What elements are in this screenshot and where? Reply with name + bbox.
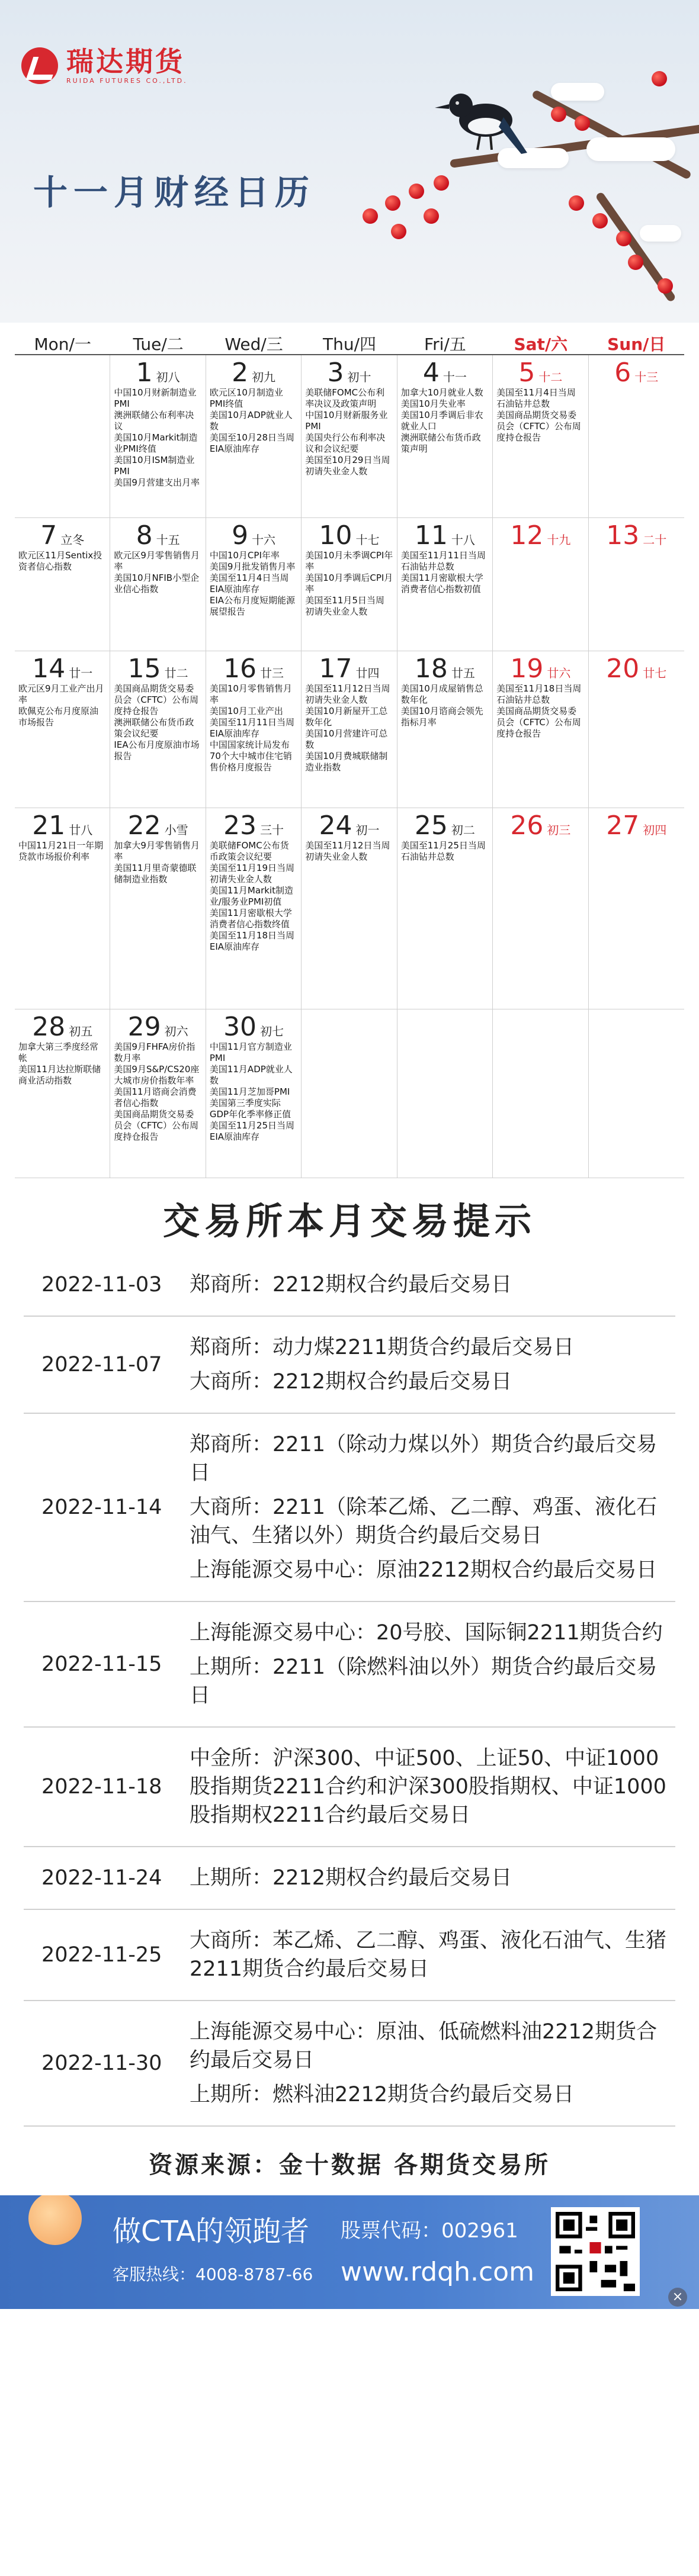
logo-name: 瑞达期货 xyxy=(66,46,185,78)
day-number: 11 xyxy=(414,520,448,551)
day-number: 2 xyxy=(232,358,249,388)
calendar-event: 美国商品期货交易委员会（CFTC）公布周度持仓报告 xyxy=(496,410,581,443)
lunar-date: 廿七 xyxy=(643,666,667,680)
tip-date: 2022-11-07 xyxy=(41,1353,162,1377)
tip-date: 2022-11-14 xyxy=(41,1496,162,1519)
calendar-day xyxy=(110,808,206,1009)
calendar-day xyxy=(589,355,684,518)
tip-date: 2022-11-30 xyxy=(41,2051,162,2075)
calendar-grid xyxy=(15,355,684,1178)
day-number: 9 xyxy=(232,520,249,551)
calendar-day xyxy=(589,1009,684,1178)
calendar-event: 美国至11月4日当周EIA原油库存 xyxy=(209,573,289,594)
calendar-event: 加拿大10月就业人数 xyxy=(400,387,483,398)
day-number: 16 xyxy=(223,654,257,684)
tip-row xyxy=(24,1414,675,1602)
day-number: 10 xyxy=(319,520,352,551)
lunar-date: 十五 xyxy=(156,533,180,547)
tip-item: 大商所：苯乙烯、乙二醇、鸡蛋、液化石油气、生猪2211期货合约最后交易日 xyxy=(190,1929,667,1981)
calendar-event: 美联储FOMC公布利率决议及政策声明 xyxy=(305,387,385,409)
lunar-date: 初一 xyxy=(355,823,380,837)
berry-decoration xyxy=(616,231,631,246)
website-link[interactable]: www.rdqh.com xyxy=(341,2257,534,2287)
calendar-day xyxy=(110,651,206,808)
calendar-day xyxy=(15,1009,110,1178)
trading-tips-list xyxy=(24,1254,675,2127)
calendar-event: EIA公布月度短期能源展望报告 xyxy=(209,595,296,617)
lunar-date: 三十 xyxy=(260,823,284,837)
lunar-date: 十九 xyxy=(547,533,571,547)
calendar-event: 美国11月密歇根大学消费者信心指数终值 xyxy=(209,908,292,930)
calendar-event: 美联储FOMC公布货币政策会议纪要 xyxy=(209,840,289,862)
calendar-event: 美国9月S&P/CS20座大城市房价指数年率 xyxy=(114,1064,200,1086)
qr-code[interactable] xyxy=(551,2207,640,2296)
calendar-day xyxy=(110,518,206,651)
calendar-event: 美国至11月4日当周石油钻井总数 xyxy=(496,387,576,409)
calendar-event: 美国至11月18日当周石油钻井总数 xyxy=(496,683,582,705)
calendar-day xyxy=(589,651,684,808)
berry-decoration xyxy=(385,195,400,211)
berry-decoration xyxy=(551,107,566,122)
calendar-event: 中国10月财新制造业PMI xyxy=(114,387,197,409)
calendar-event: 中国国家统计局发布70个大中城市住宅销售价格月度报告 xyxy=(209,739,292,773)
lunar-date: 立冬 xyxy=(60,533,85,547)
tip-date: 2022-11-18 xyxy=(41,1775,162,1799)
day-number: 17 xyxy=(319,654,352,684)
tip-row xyxy=(24,1847,675,1910)
calendar-event: 美国至11月11日当周EIA原油库存 xyxy=(209,717,295,739)
berry-decoration xyxy=(628,255,643,270)
tip-item: 上期所：燃料油2212期货合约最后交易日 xyxy=(190,2083,575,2107)
calendar-event: IEA公布月度原油市场报告 xyxy=(114,739,200,761)
calendar-day xyxy=(493,355,588,518)
tip-item: 上海能源交易中心：20号胶、国际铜2211期货合约 xyxy=(190,1621,663,1645)
tip-item: 大商所：2212期权合约最后交易日 xyxy=(190,1370,512,1394)
tip-item: 上期所：2211（除燃料油以外）期货合约最后交易日 xyxy=(190,1655,658,1707)
berry-decoration xyxy=(652,71,667,86)
calendar-day xyxy=(493,1009,588,1178)
calendar-day xyxy=(206,651,302,808)
calendar-event: 美国至11月12日当周初请失业金人数 xyxy=(305,683,390,705)
lunar-date: 十八 xyxy=(451,533,475,547)
snow-decoration xyxy=(551,83,604,101)
lunar-date: 初四 xyxy=(643,823,667,837)
calendar-event: 美国第三季度实际GDP年化季率修正值 xyxy=(209,1098,291,1120)
tip-date: 2022-11-24 xyxy=(41,1866,162,1890)
data-source: 资源来源：金十数据 各期货交易所 xyxy=(149,2152,550,2179)
calendar-event: 美国10月未季调CPI年率 xyxy=(305,550,393,572)
day-number: 27 xyxy=(606,811,640,841)
calendar-day xyxy=(397,1009,493,1178)
calendar-event: 美国至11月25日当周EIA原油库存 xyxy=(209,1120,295,1142)
calendar-day xyxy=(110,1009,206,1178)
calendar-event: 美国11月芝加哥PMI xyxy=(209,1086,290,1097)
calendar-day xyxy=(110,355,206,518)
lunar-date: 十二 xyxy=(538,370,563,384)
berry-decoration xyxy=(592,213,608,229)
calendar-event: 美国商品期货交易委员会（CFTC）公布周度持仓报告 xyxy=(496,706,581,739)
berry-decoration xyxy=(434,175,449,191)
day-number: 12 xyxy=(510,520,544,551)
calendar-event: 美国11月Markit制造业/服务业PMI初值 xyxy=(209,885,293,907)
calendar-event: 中国10月财新服务业PMI xyxy=(305,410,388,432)
calendar-event: 美国至11月25日当周石油钻井总数 xyxy=(400,840,486,862)
day-number: 26 xyxy=(510,811,544,841)
calendar-day xyxy=(397,518,493,651)
calendar-day xyxy=(302,518,397,651)
day-number: 13 xyxy=(606,520,640,551)
ruida-logo-icon xyxy=(21,47,58,84)
calendar-event: 美国商品期货交易委员会（CFTC）公布周度持仓报告 xyxy=(114,1109,199,1142)
calendar-event: 美国至11月19日当周初请失业金人数 xyxy=(209,863,295,885)
day-number: 8 xyxy=(136,520,153,551)
weekday-label: Sun/日 xyxy=(607,335,666,354)
berry-decoration xyxy=(569,195,584,211)
lunar-date: 初十 xyxy=(347,370,371,384)
calendar-event: 美国至11月11日当周石油钻井总数 xyxy=(400,550,486,572)
calendar-event: 美国10月工业产出 xyxy=(209,706,283,716)
calendar-event: 美国商品期货交易委员会（CFTC）公布周度持仓报告 xyxy=(114,683,199,716)
day-number: 7 xyxy=(40,520,57,551)
lunar-date: 初七 xyxy=(260,1024,284,1038)
calendar-event: 美国10月Markit制造业PMI终值 xyxy=(114,432,198,454)
calendar-event: 欧元区9月工业产出月率 xyxy=(18,683,104,705)
berry-decoration xyxy=(391,224,406,239)
berry-decoration xyxy=(658,278,673,294)
page-title: 十一月财经日历 xyxy=(33,172,316,213)
tips-title: 交易所本月交易提示 xyxy=(162,1199,536,1243)
calendar-day xyxy=(15,651,110,808)
calendar-event: 美国10月ADP就业人数 xyxy=(209,410,293,432)
close-button[interactable]: × xyxy=(668,2288,687,2307)
calendar-event: 欧元区10月制造业PMI终值 xyxy=(209,387,283,409)
lunar-date: 廿五 xyxy=(451,666,475,680)
weekday-label: Fri/五 xyxy=(424,335,466,354)
calendar-day xyxy=(493,651,588,808)
calendar-event: 中国10月CPI年率 xyxy=(209,550,280,561)
lunar-date: 十六 xyxy=(252,533,276,547)
calendar-event: 中国11月21日一年期贷款市场报价利率 xyxy=(18,840,104,862)
stock-code: 股票代码：002961 xyxy=(341,2219,518,2243)
calendar-day xyxy=(15,355,110,518)
lunar-date: 初九 xyxy=(252,370,276,384)
calendar-event: 美国11月谘商会消费者信心指数 xyxy=(114,1086,197,1108)
day-number: 18 xyxy=(414,654,448,684)
calendar-day xyxy=(206,355,302,518)
weekday-label: Thu/四 xyxy=(322,335,376,354)
tip-item: 郑商所：动力煤2211期货合约最后交易日 xyxy=(190,1336,575,1359)
tip-date: 2022-11-15 xyxy=(41,1652,162,1676)
calendar-event: 美国10月NFIB小型企业信心指数 xyxy=(114,573,200,594)
lunar-date: 廿四 xyxy=(355,666,380,680)
weekday-label: Wed/三 xyxy=(225,335,283,354)
calendar-day xyxy=(302,808,397,1009)
berry-decoration xyxy=(363,208,378,224)
lunar-date: 廿八 xyxy=(69,823,93,837)
berry-decoration xyxy=(424,208,439,224)
company-logo xyxy=(21,46,188,85)
day-number: 30 xyxy=(223,1012,257,1042)
calendar-day xyxy=(206,518,302,651)
weekday-label: Tue/二 xyxy=(133,335,184,354)
day-number: 25 xyxy=(414,811,448,841)
lunar-date: 初二 xyxy=(451,823,475,837)
tip-row xyxy=(24,1910,675,2001)
calendar-event: 美国10月新屋开工总数年化 xyxy=(305,706,388,728)
calendar-event: 美国11月ADP就业人数 xyxy=(209,1064,293,1086)
weekday-label: Mon/一 xyxy=(34,335,91,354)
tip-item: 上海能源交易中心：原油2212期权合约最后交易日 xyxy=(190,1558,658,1582)
day-number: 6 xyxy=(614,358,631,388)
calendar-day xyxy=(493,808,588,1009)
day-number: 1 xyxy=(136,358,153,388)
snow-decoration xyxy=(586,137,675,161)
calendar-event: 美国11月达拉斯联储商业活动指数 xyxy=(18,1064,101,1086)
calendar-day xyxy=(589,518,684,651)
tip-row xyxy=(24,1254,675,1317)
lunar-date: 十三 xyxy=(634,370,659,384)
calendar-event: 欧元区11月Sentix投资者信心指数 xyxy=(18,550,102,572)
lunar-date: 初三 xyxy=(547,823,571,837)
calendar-event: 美国9月批发销售月率 xyxy=(209,561,296,572)
header-banner xyxy=(0,0,699,323)
calendar-day xyxy=(397,808,493,1009)
tip-item: 上海能源交易中心：原油、低硫燃料油2212期货合约最后交易日 xyxy=(190,2020,658,2072)
calendar-event: 美国至11月18日当周EIA原油库存 xyxy=(209,930,295,952)
tip-date: 2022-11-25 xyxy=(41,1943,162,1967)
calendar-day xyxy=(15,518,110,651)
day-number: 19 xyxy=(510,654,544,684)
lunar-date: 廿三 xyxy=(260,666,284,680)
snow-decoration xyxy=(640,225,681,242)
berry-decoration xyxy=(575,115,590,131)
lunar-date: 廿六 xyxy=(547,666,571,680)
tip-item: 郑商所：2211（除动力煤以外）期货合约最后交易日 xyxy=(190,1433,658,1485)
calendar-event: 欧元区9月零售销售月率 xyxy=(114,550,200,572)
tip-item: 上期所：2212期权合约最后交易日 xyxy=(190,1866,512,1890)
calendar-event: 美国10月季调后非农就业人口 xyxy=(400,410,483,432)
day-number: 3 xyxy=(327,358,344,388)
day-number: 4 xyxy=(422,358,440,388)
calendar-event: 加拿大9月零售销售月率 xyxy=(114,840,200,862)
lunar-date: 二十 xyxy=(643,533,667,547)
calendar-event: 美国10月谘商会领先指标月率 xyxy=(400,706,483,728)
day-number: 20 xyxy=(606,654,640,684)
calendar-event: 澳洲联储公布货币政策声明 xyxy=(400,432,481,454)
calendar-event: 美国10月营建许可总数 xyxy=(305,728,388,750)
slogan: 做CTA的领跑者 xyxy=(113,2215,309,2248)
logo-english: RUIDA FUTURES CO.,LTD. xyxy=(66,77,188,85)
calendar-day xyxy=(302,355,397,518)
sun-decoration xyxy=(28,2195,82,2245)
lunar-date: 初八 xyxy=(156,370,180,384)
calendar-event: 美国10月ISM制造业PMI xyxy=(114,455,195,477)
calendar-event: 加拿大第三季度经常帐 xyxy=(18,1041,99,1063)
tip-date: 2022-11-03 xyxy=(41,1273,162,1297)
day-number: 21 xyxy=(32,811,66,841)
tip-row xyxy=(24,2001,675,2127)
day-number: 14 xyxy=(32,654,66,684)
day-number: 28 xyxy=(32,1012,66,1042)
calendar-event: 欧佩克公布月度原油市场报告 xyxy=(18,706,99,728)
calendar-day xyxy=(15,808,110,1009)
calendar-event: 中国11月官方制造业PMI xyxy=(209,1041,292,1063)
lunar-date: 廿二 xyxy=(164,666,188,680)
calendar-event: 美国11月里奇蒙德联储制造业指数 xyxy=(114,863,197,885)
calendar-event: 美国11月密歇根大学消费者信心指数初值 xyxy=(400,573,483,594)
calendar-event: 美国10月失业率 xyxy=(400,398,466,409)
tip-row xyxy=(24,1728,675,1847)
tip-item: 中金所：沪深300、中证500、上证50、中证1000股指期货2211合约和沪深300股指期权、中证1000股指期权2211合约最后交易日 xyxy=(190,1747,666,1827)
calendar-day xyxy=(302,1009,397,1178)
calendar-event: 美国至11月12日当周初请失业金人数 xyxy=(305,840,390,862)
calendar-event: 美国10月季调后CPI月率 xyxy=(305,573,393,594)
calendar-event: 美国10月成屋销售总数年化 xyxy=(400,683,483,705)
weekday-label: Sat/六 xyxy=(514,335,568,354)
lunar-date: 十七 xyxy=(355,533,380,547)
lunar-date: 十一 xyxy=(443,370,467,384)
calendar-event: 澳洲联储公布利率决议 xyxy=(114,410,194,432)
tip-row xyxy=(24,1602,675,1728)
lunar-date: 廿一 xyxy=(69,666,93,680)
calendar-event: 美国央行公布利率决议和会议纪要 xyxy=(305,432,386,454)
magpie-icon xyxy=(427,70,527,159)
calendar-event: 美国至11月5日当周初请失业金人数 xyxy=(305,595,384,617)
calendar-weekday-header xyxy=(15,332,684,355)
hotline: 客服热线：4008-8787-66 xyxy=(113,2265,313,2284)
day-number: 22 xyxy=(127,811,161,841)
calendar-day xyxy=(206,1009,302,1178)
day-number: 24 xyxy=(319,811,352,841)
day-number: 5 xyxy=(518,358,536,388)
lunar-date: 初六 xyxy=(164,1024,188,1038)
calendar-day xyxy=(397,651,493,808)
qr-code-icon xyxy=(556,2212,635,2291)
calendar-event: 美国9月FHFA房价指数月率 xyxy=(114,1041,195,1063)
day-number: 23 xyxy=(223,811,257,841)
calendar-event: 澳洲联储公布货币政策会议纪要 xyxy=(114,717,194,739)
calendar-event: 美国10月费城联储制造业指数 xyxy=(305,751,388,773)
calendar-event: 美国至10月29日当周初请失业金人数 xyxy=(305,455,390,477)
calendar-day xyxy=(206,808,302,1009)
tip-row xyxy=(24,1317,675,1414)
day-number: 29 xyxy=(127,1012,161,1042)
calendar-event: 美国至10月28日当周EIA原油库存 xyxy=(209,432,295,454)
calendar-event: 美国10月零售销售月率 xyxy=(209,683,292,705)
calendar-day xyxy=(493,518,588,651)
calendar-day xyxy=(302,651,397,808)
calendar-event: 美国9月营建支出月率 xyxy=(114,477,200,488)
tip-item: 郑商所：2212期权合约最后交易日 xyxy=(190,1273,512,1297)
berry-decoration xyxy=(409,184,424,199)
footer-banner xyxy=(0,2195,699,2309)
tip-item: 大商所：2211（除苯乙烯、乙二醇、鸡蛋、液化石油气、生猪以外）期货合约最后交易日 xyxy=(190,1496,658,1548)
day-number: 15 xyxy=(127,654,161,684)
calendar-day xyxy=(397,355,493,518)
calendar-day xyxy=(589,808,684,1009)
lunar-date: 小雪 xyxy=(164,823,188,837)
lunar-date: 初五 xyxy=(69,1024,93,1038)
